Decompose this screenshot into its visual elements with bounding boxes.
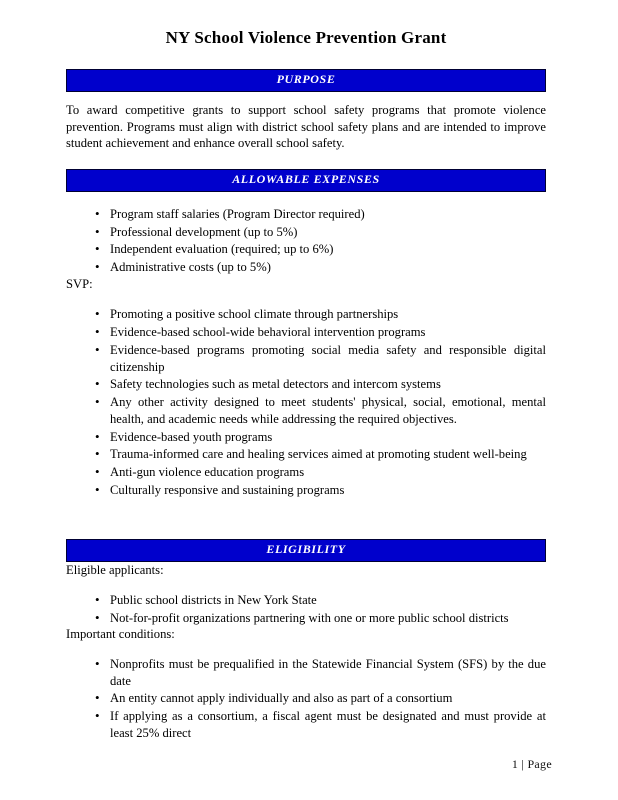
list-item: • Evidence-based youth programs bbox=[66, 429, 546, 446]
section-banner-eligibility: ELIGIBILITY bbox=[66, 539, 546, 562]
list-item: • Evidence-based programs promoting social media safety and responsible digital citizenship bbox=[66, 342, 546, 375]
list-item: • Professional development (up to 5%) bbox=[66, 224, 546, 241]
list-item: • Not-for-profit organizations partnering with one or more public school districts bbox=[66, 610, 546, 627]
list-item: • Promoting a positive school climate through partnerships bbox=[66, 306, 546, 323]
allowable-expenses-list bbox=[66, 206, 546, 276]
list-item: • Safety technologies such as metal detectors and intercom systems bbox=[66, 376, 546, 393]
list-item: • Evidence-based school-wide behavioral intervention programs bbox=[66, 324, 546, 341]
purpose-paragraph: To award competitive grants to support school safety programs that promote violence prevention. Programs must align with district school safety plans and are intended to improve student achievement and enhance overall school safety. bbox=[66, 103, 546, 151]
list-item: • Independent evaluation (required; up to 6%) bbox=[66, 241, 546, 258]
list-item: • An entity cannot apply individually and also as part of a consortium bbox=[66, 690, 546, 707]
page-footer: 1 | Page bbox=[511, 757, 552, 771]
list-item: • Program staff salaries (Program Director required) bbox=[66, 206, 546, 223]
list-item: • Anti-gun violence education programs bbox=[66, 464, 546, 481]
list-item: • Nonprofits must be prequalified in the Statewide Financial System (SFS) by the due date bbox=[66, 656, 546, 689]
section-banner-allowable-expenses: ALLOWABLE EXPENSES bbox=[66, 169, 546, 192]
list-item: • If applying as a consortium, a fiscal agent must be designated and must provide at least 25% direct bbox=[66, 708, 546, 741]
list-item: • Culturally responsive and sustaining programs bbox=[66, 482, 546, 499]
document-content bbox=[66, 0, 546, 742]
svp-list bbox=[66, 306, 546, 498]
list-item: • Trauma-informed care and healing services aimed at promoting student well-being bbox=[66, 446, 546, 463]
list-item: • Administrative costs (up to 5%) bbox=[66, 259, 546, 276]
page-title: NY School Violence Prevention Grant bbox=[165, 28, 447, 47]
section-banner-purpose: PURPOSE bbox=[66, 69, 546, 92]
list-item: • Public school districts in New York State bbox=[66, 592, 546, 609]
important-conditions-list bbox=[66, 656, 546, 742]
eligible-applicants-label: Eligible applicants: bbox=[66, 563, 164, 578]
important-conditions-label: Important conditions: bbox=[66, 627, 175, 642]
svp-label: SVP: bbox=[66, 276, 93, 291]
list-item: • Any other activity designed to meet students' physical, social, emotional, mental health, and academic needs while addressing the required objectives. bbox=[66, 394, 546, 427]
eligible-applicants-list bbox=[66, 592, 546, 626]
